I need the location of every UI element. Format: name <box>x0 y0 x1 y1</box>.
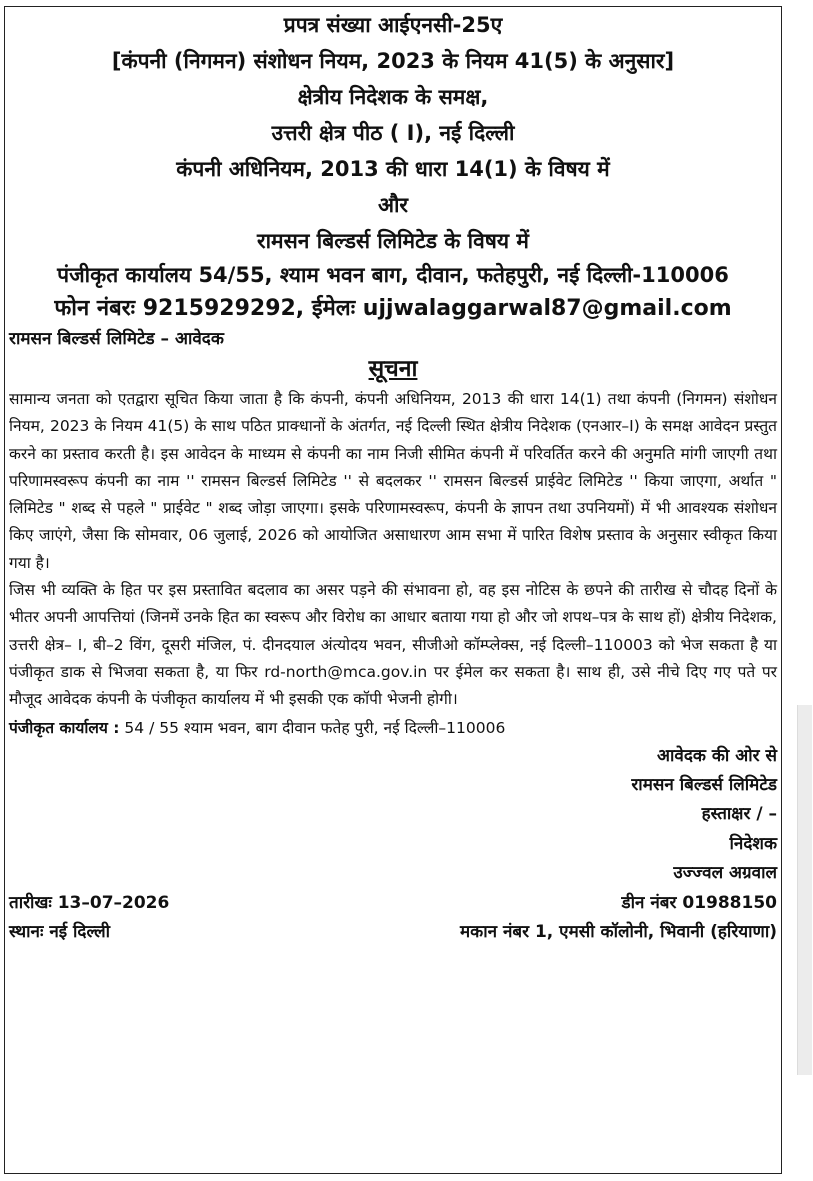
designation: निदेशक <box>729 833 777 854</box>
company-matter: रामसन बिल्डर्स लिमिटेड के विषय में <box>257 229 529 253</box>
signed-line: हस्ताक्षर / – <box>701 804 777 825</box>
signing-company: रामसन बिल्डर्स लिमिटेड <box>631 774 777 795</box>
office-address: 54 / 55 श्याम भवन, बाग दीवान फतेह पुरी, नई दिल्ली–110006 <box>124 718 506 737</box>
authority-line: क्षेत्रीय निदेशक के समक्ष, <box>297 85 489 109</box>
public-notice <box>4 6 782 1174</box>
on-behalf-line: आवेदक की ओर से <box>657 745 777 766</box>
applicant-line: रामसन बिल्डर्स लिमिटेड – आवेदक <box>9 329 224 349</box>
rule-reference: [कंपनी (निगमन) संशोधन नियम, 2023 के नियम 41(5) के अनुसार] <box>111 49 675 73</box>
office-label: पंजीकृत कार्यालय : <box>9 718 120 737</box>
notice-place: स्थानः नई दिल्ली <box>9 922 111 942</box>
contact-line: फोन नंबरः 9215929292, ईमेलः ujjwalaggarwal87@gmail.com <box>54 296 732 321</box>
act-reference: कंपनी अधिनियम, 2013 की धारा 14(1) के विषय में <box>176 157 610 181</box>
signatory-address: मकान नंबर 1, एमसी कॉलोनी, भिवानी (हरियाणा) <box>459 922 777 942</box>
notice-heading <box>9 352 777 386</box>
signature-block <box>9 742 777 889</box>
notice-header <box>9 7 777 326</box>
footer-row-2 <box>9 918 777 947</box>
notice-paragraph-1: सामान्य जनता को एतद्वारा सूचित किया जाता है कि कंपनी, कंपनी अधिनियम, 2013 की धारा 14(1) तथा कंपनी (निगमन) संशोधन नियम, 2023 के नियम 41(5) के साथ पठित प्राक्धानों के अंतर्गत, नई दिल्ली स्थित क्षेत्रीय निदेशक (एनआर–I) के समक्ष आवेदन प्रस्तुत करने का प्रस्ताव करती है। इस आवेदन के माध्यम से कंपनी का नाम निजी सीमित कंपनी में परिवर्तित करने की अनुमति मांगी जाएगी तथा परिणामस्वरूप कंपनी का नाम '' रामसन बिल्डर्स लिमिटेड '' से बदलकर '' रामसन बिल्डर्स प्राईवेट लिमिटेड '' किया जाएगा, अर्थात " लिमिटेड " शब्द से पहले " प्राईवेट " शब्द जोड़ा जाएगा। इसके परिणामस्वरूप, कंपनी के ज्ञापन तथा उपनियमों) में भी आवश्यक संशोधन किए जाएंगे, जैसा कि सोमवार, 06 जुलाई, 2026 को आयोजित असाधारण आम सभा में पारित विशेष प्रस्ताव के अनुसार स्वीकृत किया गया है। <box>9 390 777 572</box>
signatory-name: उज्ज्वल अग्रवाल <box>673 863 777 884</box>
footer-row-1 <box>9 889 777 918</box>
form-number: प्रपत्र संख्या आईएनसी-25ए <box>283 13 503 37</box>
notice-paragraph-2: जिस भी व्यक्ति के हित पर इस प्रस्तावित बदलाव का असर पड़ने की संभावना हो, वह इस नोटिस के छपने की तारीख से चौदह दिनों के भीतर अपनी आपत्तियां (जिनमें उनके हित का स्वरूप और विरोध का आधार बताया गया हो और जो शपथ–पत्र के साथ हों) क्षेत्रीय निदेशक, उत्तरी क्षेत्र– I, बी–2 विंग, दूसरी मंजिल, पं. दीनदयाल अंत्योदय भवन, सीजीओ कॉम्प्लेक्स, नई दिल्ली–110003 को भेज सकता है या पंजीकृत डाक से भिजवा सकता है, या फिर rd-north@mca.gov.in पर ईमेल कर सकता है। साथ ही, उसे नीचे दिए गए पते पर मौजूद आवेदक कंपनी के पंजीकृत कार्यालय में भी इसकी एक कॉपी भेजनी होगी। <box>9 581 777 709</box>
bench-line: उत्तरी क्षेत्र पीठ ( I), नई दिल्ली <box>271 121 515 145</box>
notice-date: तारीखः 13–07–2026 <box>9 892 170 913</box>
din-number: डीन नंबर 01988150 <box>621 892 777 913</box>
registered-office-line <box>9 714 777 742</box>
registered-office-header: पंजीकृत कार्यालय 54/55, श्याम भवन बाग, दीवान, फतेहपुरी, नई दिल्ली-110006 <box>57 263 729 287</box>
scrollbar[interactable] <box>797 705 812 1075</box>
and-line: और <box>377 193 409 217</box>
notice-heading-text: सूचना <box>368 356 418 382</box>
